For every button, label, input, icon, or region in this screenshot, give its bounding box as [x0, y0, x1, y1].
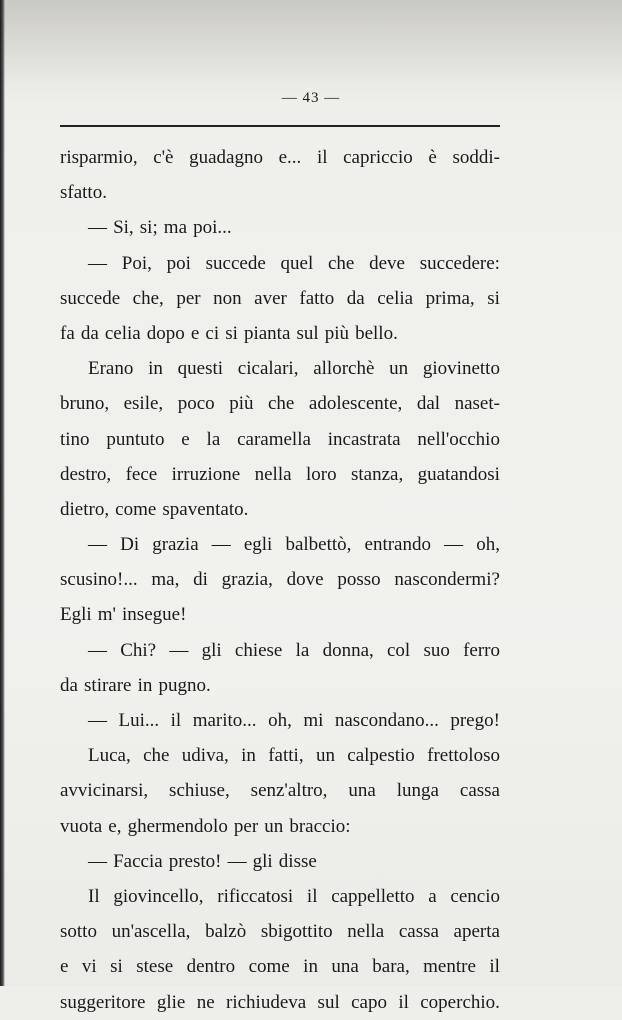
page-shadow: [0, 0, 622, 90]
page-number: — 43 —: [281, 90, 341, 106]
text-line: dietro, come spaventato.: [60, 498, 249, 520]
text-line: sotto un'ascella, balzò sbigottito nella cassa aperta: [60, 921, 500, 943]
text-line: — Si, si; ma poi...: [88, 217, 232, 239]
text-line: vuota e, ghermendolo per un braccio:: [60, 815, 351, 837]
text-line: — Lui... il marito... oh, mi nascondano... prego!: [88, 710, 500, 731]
text-line: avvicinarsi, schiuse, senz'altro, una lunga cassa: [60, 780, 500, 802]
text-line: — Di grazia — egli balbettò, entrando — oh,: [88, 534, 500, 556]
text-line: fa da celia dopo e ci si pianta sul più bello.: [60, 322, 398, 344]
body-text: [60, 140, 500, 1020]
text-line: succede che, per non aver fatto da celia prima, si: [60, 287, 500, 309]
text-line: Il giovincello, rificcatosi il cappelletto a cencio: [88, 885, 500, 907]
text-line: risparmio, c'è guadagno e... il capriccio è soddi-: [60, 147, 500, 168]
text-line: — Poi, poi succede quel che deve succedere:: [88, 252, 500, 274]
text-line: tino puntuto e la caramella incastrata nell'occhio: [60, 428, 500, 450]
text-line: da stirare in pugno.: [60, 674, 211, 696]
text-line: suggeritore glie ne richiudeva sul capo il coperchio.: [60, 991, 500, 1013]
text-line: Erano in questi cicalari, allorchè un giovinetto: [88, 358, 500, 380]
text-line: scusino!... ma, di grazia, dove posso nascondermi?: [60, 569, 500, 591]
binding-edge: [0, 0, 5, 986]
header-rule: [60, 125, 500, 127]
text-line: — Faccia presto! — gli disse: [88, 850, 317, 872]
text-line: Luca, che udiva, in fatti, un calpestio frettoloso: [88, 745, 500, 767]
text-line: Egli m' insegue!: [60, 604, 187, 626]
text-line: destro, fece irruzione nella loro stanza, guatandosi: [60, 463, 500, 485]
text-line: bruno, esile, poco più che adolescente, dal naset-: [60, 393, 500, 415]
text-line: e vi si stese dentro come in una bara, mentre il: [60, 956, 500, 978]
text-line: sfatto.: [60, 182, 107, 204]
text-line: — Chi? — gli chiese la donna, col suo ferro: [88, 639, 500, 661]
